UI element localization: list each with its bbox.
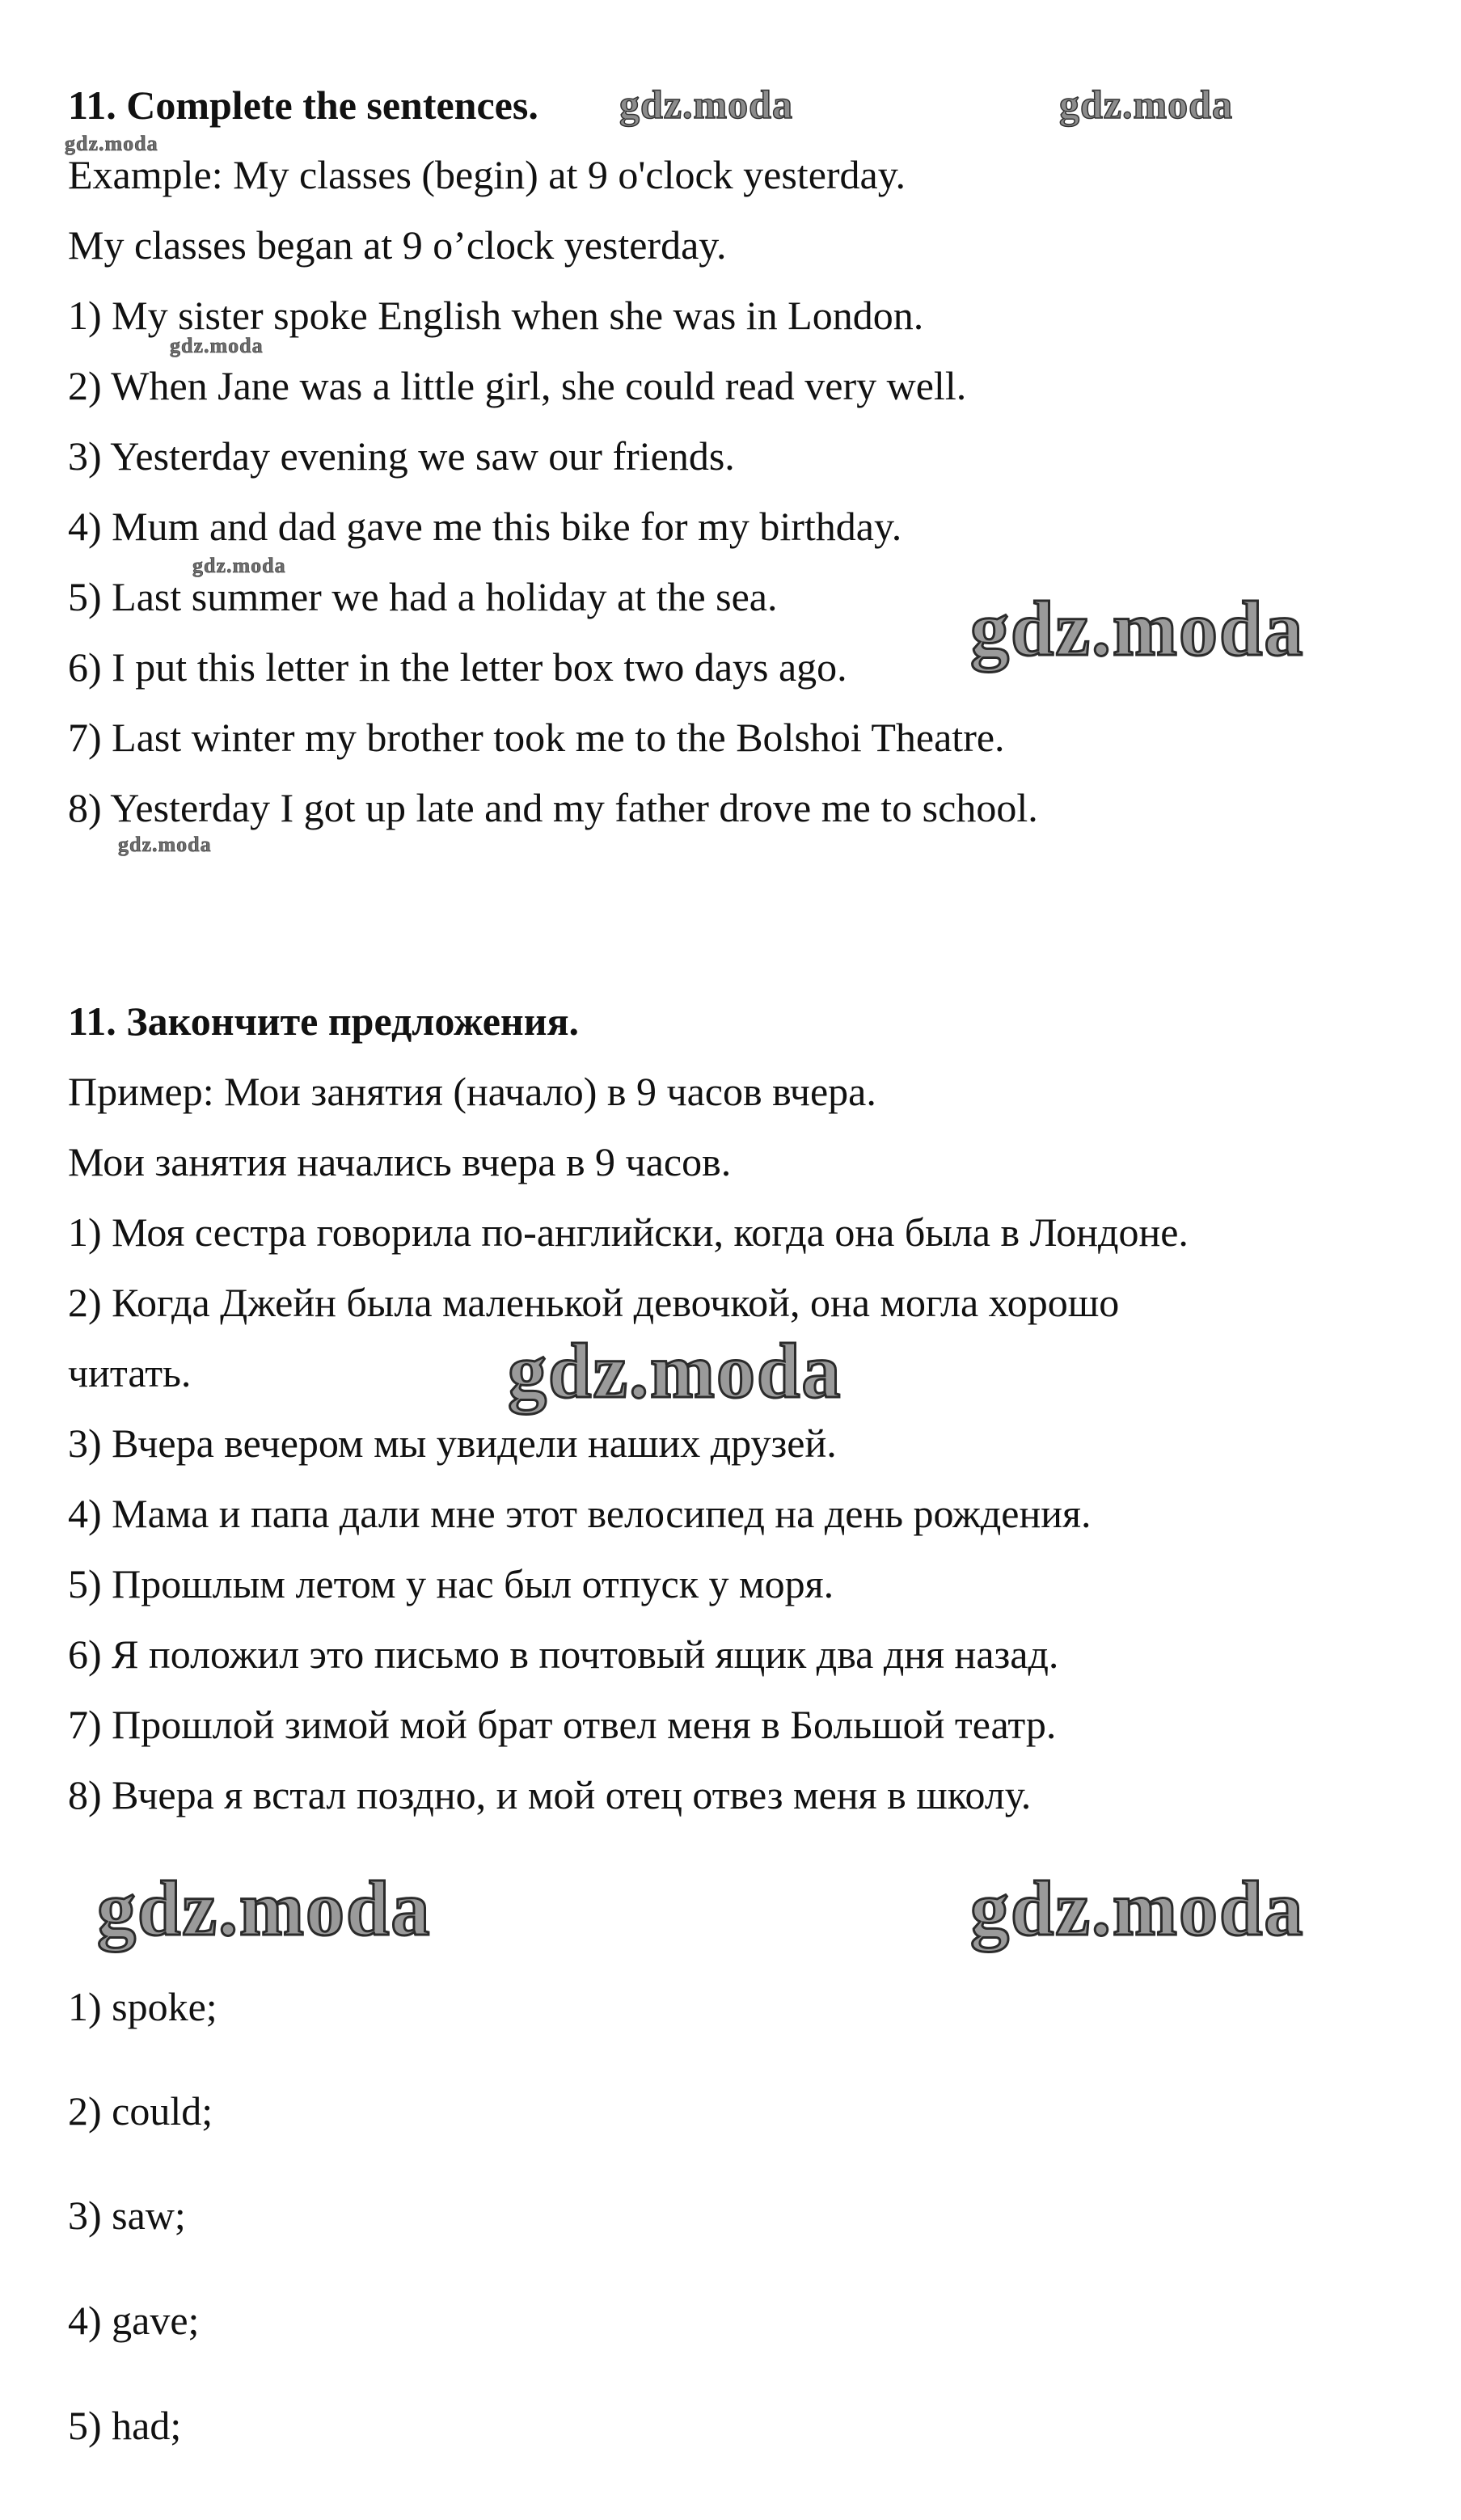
answer-3: 3) saw; — [68, 2193, 186, 2238]
russian-item-7: 7) Прошлой зимой мой брат отвел меня в Большой театр. — [68, 1702, 1057, 1747]
russian-item-4: 4) Мама и папа дали мне этот велосипед на день рождения. — [68, 1491, 1092, 1536]
english-item-2: 2) When Jane was a little girl, she could read very well. — [68, 363, 967, 408]
english-item-1: 1) My sister spoke English when she was in London. — [68, 293, 924, 338]
russian-item-5: 5) Прошлым летом у нас был отпуск у моря. — [68, 1561, 834, 1606]
watermark: gdz.moda — [508, 1328, 842, 1414]
russian-example: Пример: Мои занятия (начало) в 9 часов вчера. — [68, 1069, 876, 1114]
watermark: gdz.moda — [1059, 82, 1233, 127]
russian-item-2: 2) Когда Джейн была маленькой девочкой, она могла хорошо — [68, 1280, 1120, 1325]
english-item-4: 4) Mum and dad gave me this bike for my birthday. — [68, 504, 902, 549]
english-item-3: 3) Yesterday evening we saw our friends. — [68, 433, 735, 479]
watermark: gdz.moda — [970, 1865, 1305, 1952]
english-heading: 11. Complete the sentences. — [68, 82, 538, 128]
russian-example-answer: Мои занятия начались вчера в 9 часов. — [68, 1139, 732, 1184]
english-example-answer: My classes began at 9 o’clock yesterday. — [68, 222, 727, 268]
russian-item-1: 1) Моя сестра говорила по-английски, когда она была в Лондоне. — [68, 1209, 1189, 1255]
russian-item-3: 3) Вчера вечером мы увидели наших друзей. — [68, 1420, 837, 1466]
english-item-8: 8) Yesterday I got up late and my father drove me to school. — [68, 785, 1038, 830]
watermark: gdz.moda — [619, 82, 793, 127]
russian-item-6: 6) Я положил это письмо в почтовый ящик два дня назад. — [68, 1631, 1059, 1677]
english-item-7: 7) Last winter my brother took me to the Bolshoi Theatre. — [68, 715, 1005, 760]
answer-2: 2) could; — [68, 2088, 213, 2134]
watermark: gdz.moda — [970, 585, 1305, 672]
english-item-5: 5) Last summer we had a holiday at the sea. — [68, 574, 778, 619]
english-example: Example: My classes (begin) at 9 o'clock yesterday. — [68, 152, 906, 197]
watermark: gdz.moda — [170, 334, 264, 357]
answer-5: 5) had; — [68, 2403, 182, 2448]
answer-1: 1) spoke; — [68, 1984, 217, 2029]
watermark: gdz.moda — [97, 1865, 432, 1952]
watermark: gdz.moda — [192, 554, 286, 577]
watermark: gdz.moda — [65, 132, 158, 155]
russian-item-2-continued: читать. — [68, 1350, 192, 1395]
watermark: gdz.moda — [118, 833, 212, 856]
answer-4: 4) gave; — [68, 2298, 200, 2343]
english-item-6: 6) I put this letter in the letter box two days ago. — [68, 644, 847, 690]
russian-item-8: 8) Вчера я встал поздно, и мой отец отвез меня в школу. — [68, 1772, 1032, 1817]
russian-heading: 11. Закончите предложения. — [68, 998, 580, 1044]
